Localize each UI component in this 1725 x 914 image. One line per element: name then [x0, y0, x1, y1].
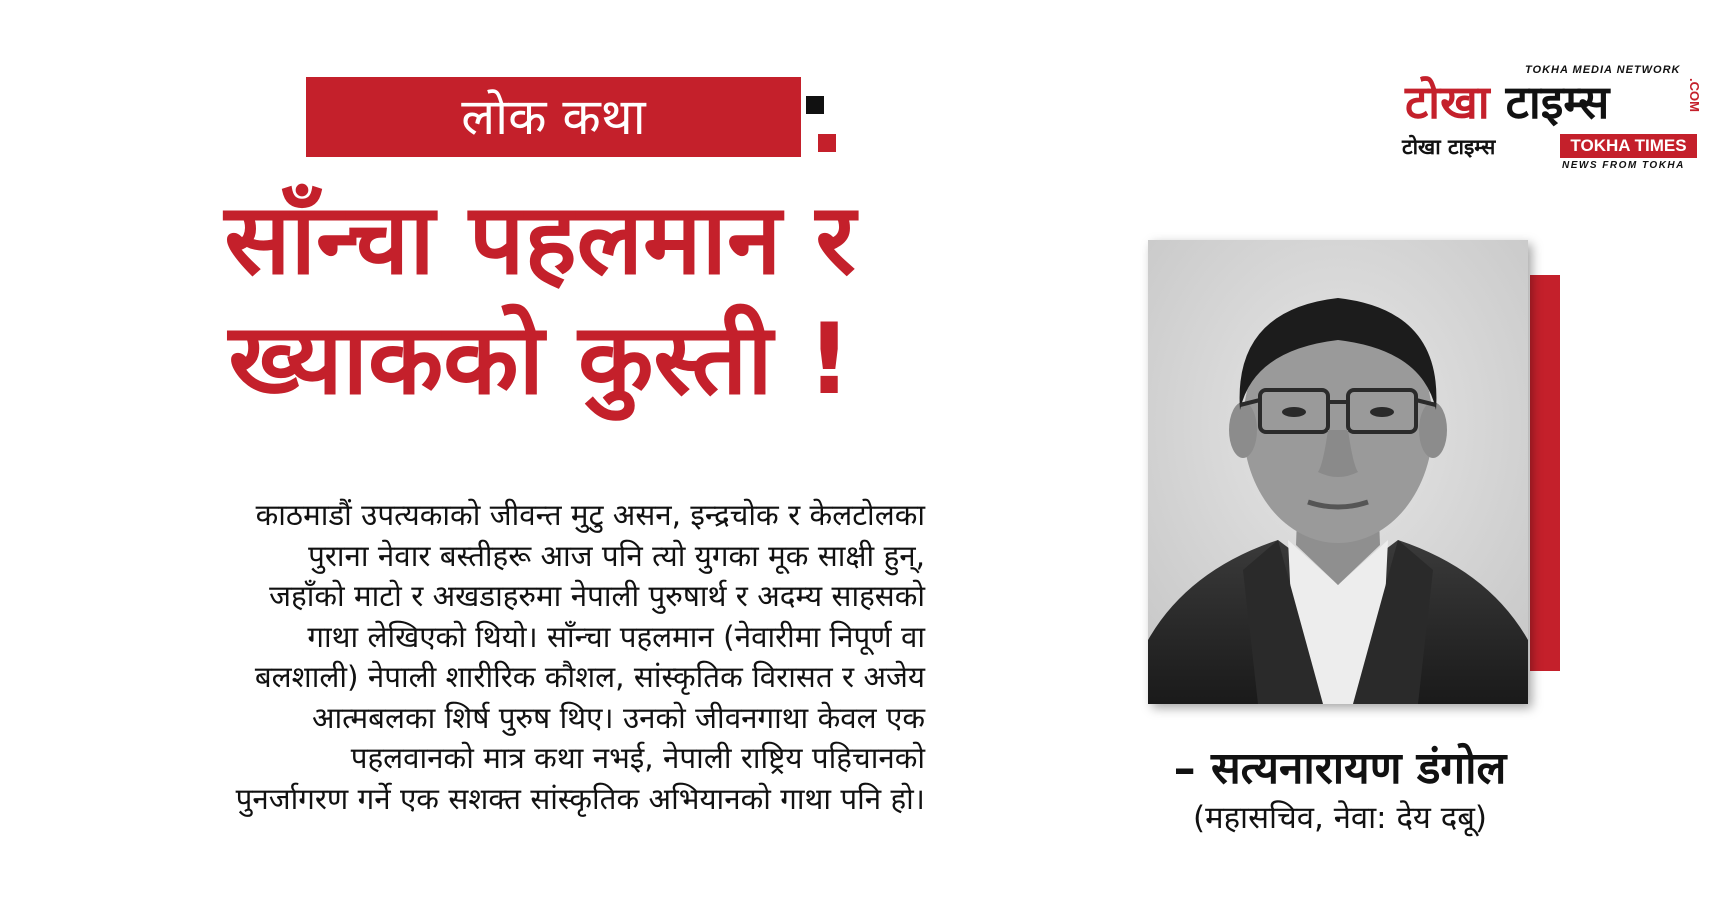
article-intro — [190, 495, 925, 819]
logo-script-red: टोखा — [1405, 75, 1490, 129]
body-line: पुनर्जागरण गर्ने एक सशक्त सांस्कृतिक अभियानको गाथा पनि हो। — [235, 781, 925, 816]
logo-subtitle: टोखा टाइम्स — [1402, 135, 1496, 159]
logo-com: .COM — [1687, 78, 1702, 112]
body-line: पुराना नेवार बस्तीहरू आज पनि त्यो युगका मूक साक्षी हुन्, — [308, 538, 925, 573]
author-photo — [1148, 240, 1528, 704]
logo-script-dark: टाइम्स — [1505, 75, 1610, 129]
logo-network-text: TOKHA MEDIA NETWORK — [1525, 64, 1681, 76]
decorative-square-dark — [806, 96, 824, 114]
portrait-illustration — [1148, 240, 1528, 704]
body-line: आत्मबलका शिर्ष पुरुष थिए। उनको जीवनगाथा केवल एक — [312, 700, 925, 735]
headline — [140, 180, 940, 420]
body-line: जहाँको माटो र अखडाहरुमा नेपाली पुरुषार्थ र अदम्य साहसको — [269, 579, 925, 613]
logo-badge: TOKHA TIMES — [1560, 134, 1697, 158]
author-role: (महासचिव, नेवा: देय दबू) — [1192, 800, 1488, 836]
headline-line-1: साँन्चा पहलमान र — [224, 183, 856, 297]
body-line: पहलवानको मात्र कथा नभई, नेपाली राष्ट्रिय पहिचानको — [350, 741, 925, 775]
author-name: – सत्यनारायण डंगोल — [1173, 743, 1507, 794]
body-line: काठमाडौं उपत्यकाको जीवन्त मुटु असन, इन्द्रचोक र केलटोलका — [255, 498, 925, 532]
photo-accent-bar — [1530, 275, 1560, 671]
decorative-square-red — [818, 134, 836, 152]
body-line: गाथा लेखिएको थियो। साँन्चा पहलमान (नेवारीमा निपूर्ण वा — [307, 619, 925, 654]
headline-line-2: ख्याकको कुस्ती ! — [228, 303, 852, 417]
logo-tagline: NEWS FROM TOKHA — [1562, 160, 1685, 171]
category-label: लोक कथा — [461, 88, 646, 146]
body-line: बलशाली) नेपाली शारीरिक कौशल, सांस्कृतिक विरासत र अजेय — [254, 660, 925, 694]
site-logo — [1405, 72, 1695, 132]
